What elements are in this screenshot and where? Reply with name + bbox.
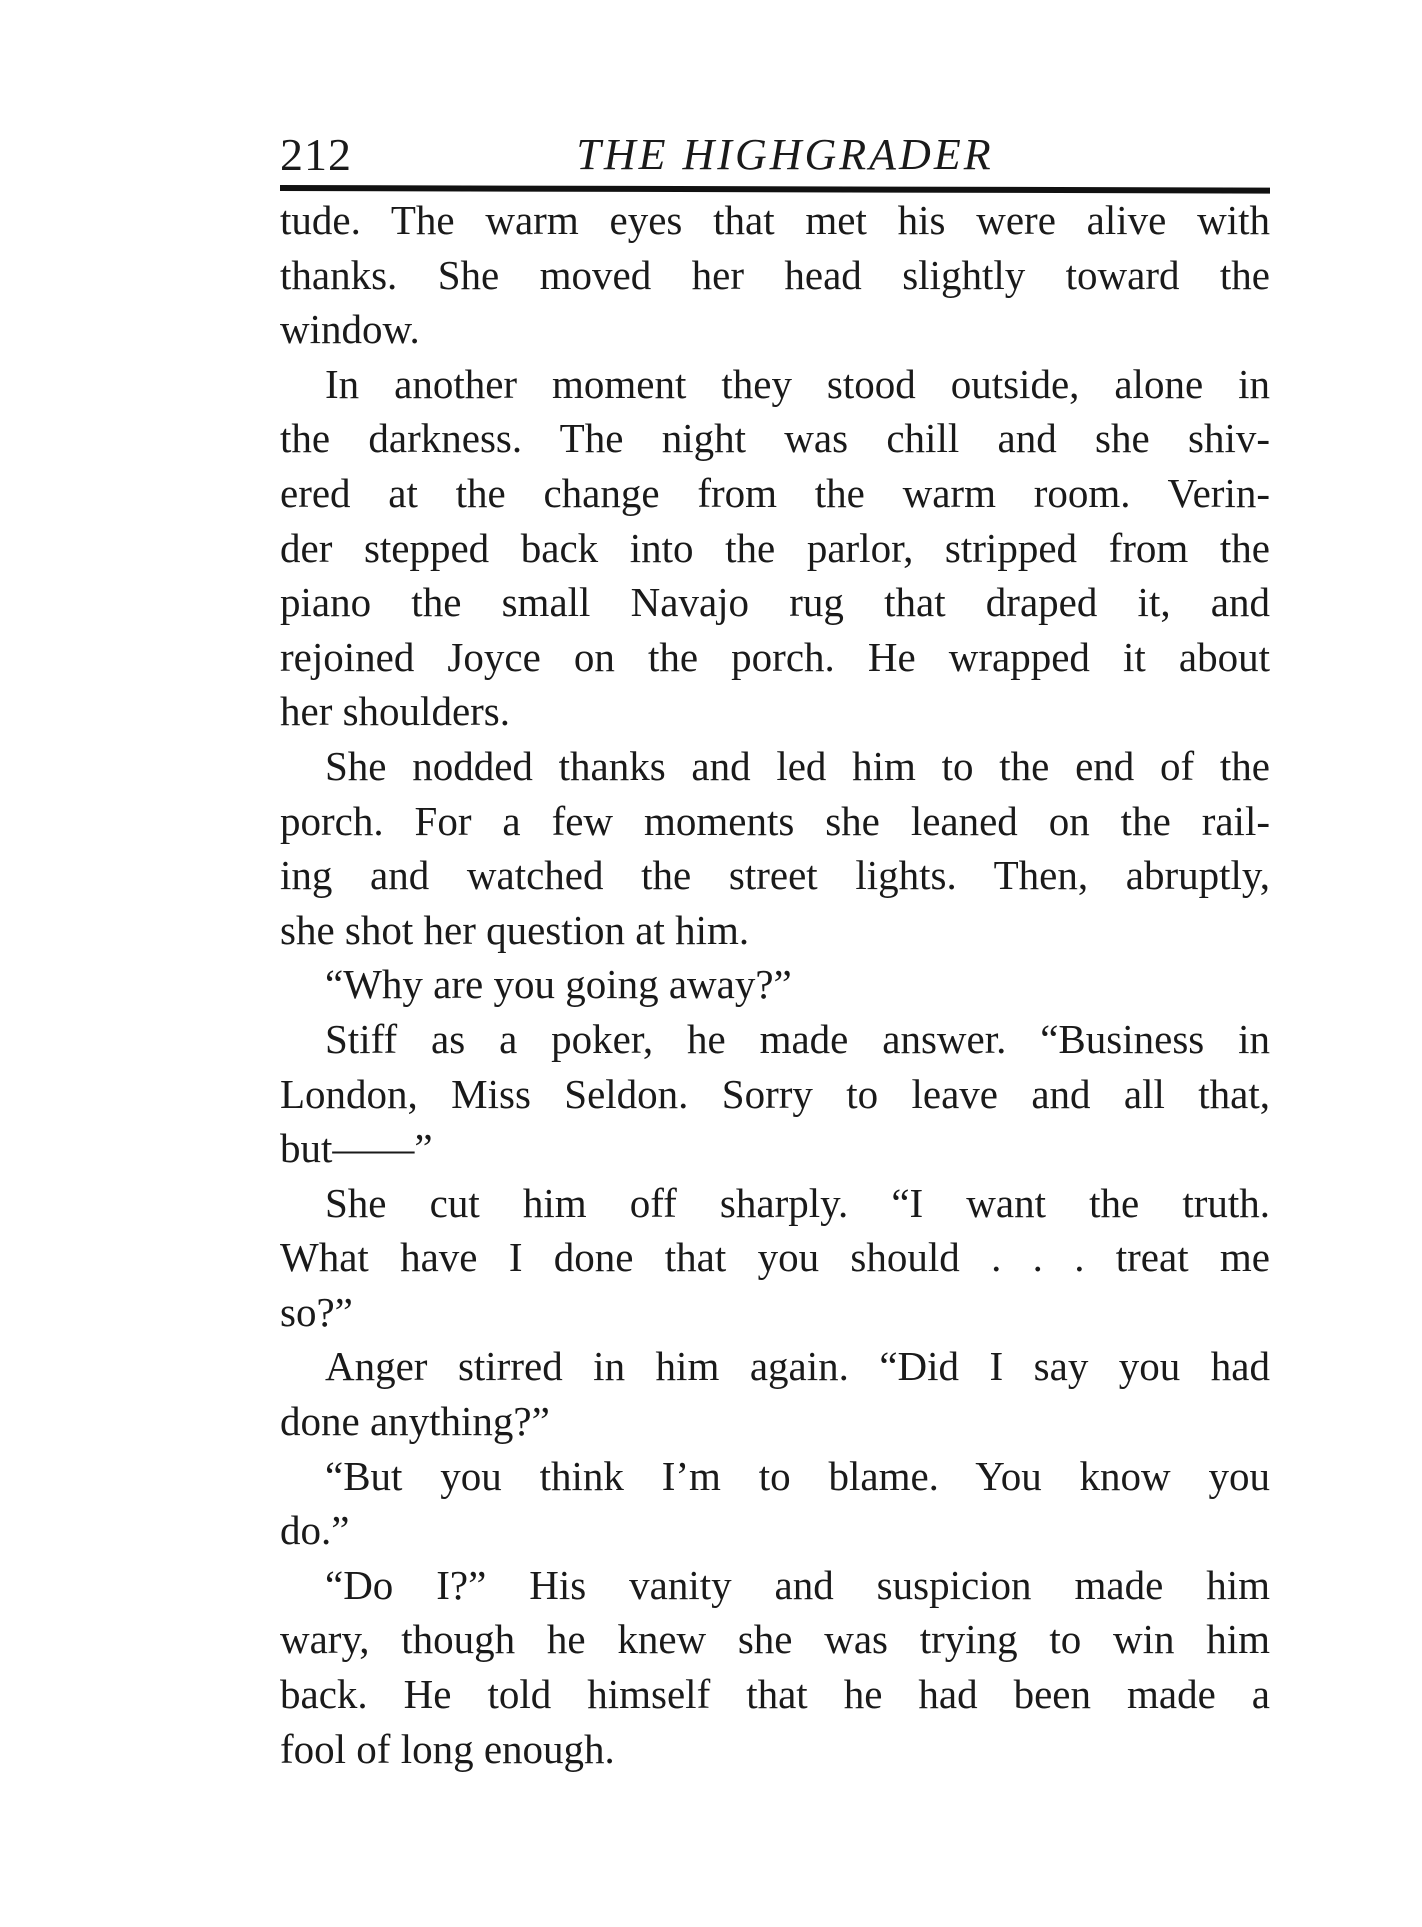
text-line: fool of long enough. — [280, 1725, 615, 1772]
text-line: thanks. She moved her head slightly toward the — [280, 251, 1270, 298]
text-line: window. — [280, 306, 420, 353]
text-line: she shot her question at him. — [280, 906, 750, 953]
text-line: der stepped back into the parlor, stripped from the — [280, 524, 1270, 571]
text-line: so?” — [280, 1288, 353, 1335]
text-line: London, Miss Seldon. Sorry to leave and all that, — [280, 1070, 1270, 1117]
text-line: the darkness. The night was chill and she shiv- — [280, 415, 1270, 462]
text-line: ered at the change from the warm room. Verin- — [280, 469, 1270, 516]
body-text — [280, 193, 1270, 1776]
text-line: She nodded thanks and led him to the end of the — [325, 742, 1270, 789]
text-line: rejoined Joyce on the porch. He wrapped it about — [280, 633, 1270, 680]
page-header — [280, 125, 1270, 185]
text-line: ing and watched the street lights. Then, abruptly, — [280, 852, 1270, 899]
text-line: porch. For a few moments she leaned on the rail- — [280, 797, 1270, 844]
text-line: Anger stirred in him again. “Did I say you had — [325, 1343, 1270, 1390]
text-line: “Why are you going away?” — [325, 961, 792, 1008]
text-line: In another moment they stood outside, alone in — [325, 360, 1270, 407]
text-line: do.” — [280, 1507, 350, 1554]
book-page — [280, 125, 1270, 1776]
text-line: her shoulders. — [280, 688, 511, 735]
text-line: back. He told himself that he had been made a — [280, 1671, 1270, 1718]
text-line: She cut him off sharply. “I want the truth. — [325, 1179, 1270, 1226]
page-number: 212 — [280, 129, 352, 180]
text-line: but——” — [280, 1125, 433, 1172]
text-line: done anything?” — [280, 1398, 550, 1445]
text-line: “But you think I’m to blame. You know you — [325, 1452, 1270, 1499]
text-line: Stiff as a poker, he made answer. “Business in — [325, 1015, 1270, 1062]
running-title: THE HIGHGRADER — [576, 130, 994, 179]
text-line: wary, though he knew she was trying to win him — [280, 1616, 1270, 1663]
text-line: piano the small Navajo rug that draped it, and — [280, 579, 1270, 626]
text-line: “Do I?” His vanity and suspicion made him — [325, 1561, 1270, 1608]
text-line: What have I done that you should . . . treat me — [280, 1234, 1270, 1281]
text-line: tude. The warm eyes that met his were alive with — [280, 197, 1270, 243]
